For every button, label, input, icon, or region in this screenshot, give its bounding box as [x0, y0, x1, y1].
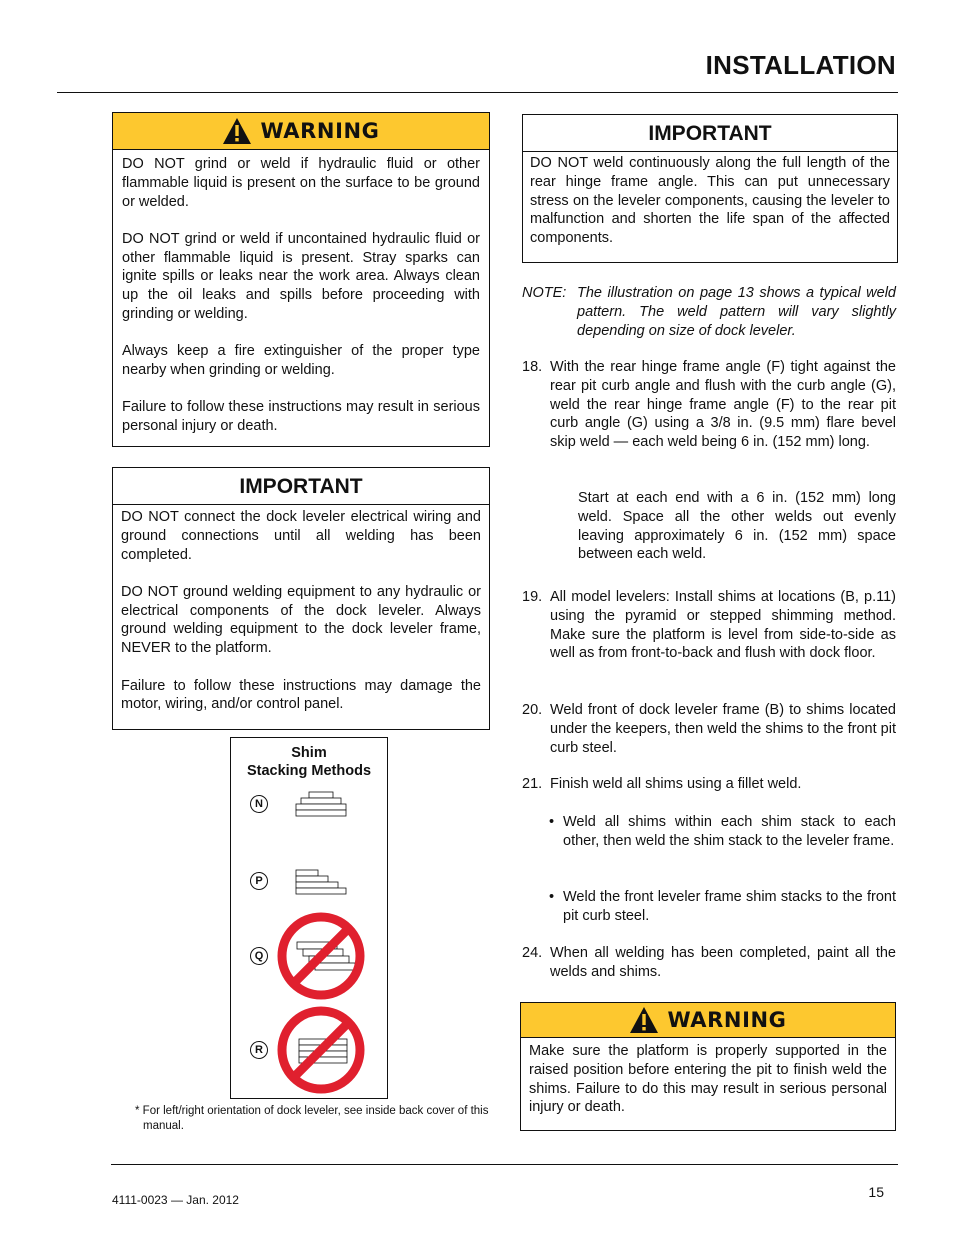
- bullet-icon: •: [549, 814, 555, 830]
- warning-box-1: [112, 112, 490, 447]
- step-18: [522, 358, 896, 452]
- shim-stack-pyramid: [293, 790, 349, 820]
- bullet-item: [549, 813, 896, 851]
- note: [522, 284, 896, 340]
- note-label: NOTE:: [522, 285, 567, 301]
- warning-triangle-icon: [629, 1006, 659, 1034]
- figure-footnote: * For left/right orientation of dock leveler, see inside back cover of this manual.: [135, 1105, 489, 1132]
- shim-stack-stepped: [293, 866, 349, 896]
- label-p: P: [250, 872, 268, 890]
- step-20: [522, 701, 896, 757]
- step-number: 19.: [522, 589, 543, 605]
- important-heading: IMPORTANT: [523, 115, 897, 152]
- footer-rule: [111, 1164, 898, 1165]
- warning-paragraph: Failure to follow these instructions may result in serious personal injury or death.: [122, 399, 480, 435]
- important-text: [113, 505, 489, 714]
- header-rule: [57, 92, 898, 93]
- important-heading: IMPORTANT: [113, 468, 489, 505]
- warning-triangle-icon: [222, 117, 252, 145]
- warning-label: WARNING: [260, 119, 380, 143]
- step-text: Finish weld all shims using a fillet weld.: [550, 776, 802, 792]
- important-paragraph: DO NOT weld continuously along the full length of the rear hinge frame angle. This can put unnecessary stress on the leveler components, causing the leveler to malfunction and shorten the life span of the affected components.: [530, 155, 890, 247]
- warning-paragraph: Make sure the platform is properly supported in the raised position before entering the pit to finish weld the shims. Failure to do this may result in serious personal injury or death.: [529, 1043, 887, 1116]
- label-q: Q: [250, 947, 268, 965]
- bullet-text: Weld all shims within each shim stack to each other, then weld the shim stack to the leveler frame.: [563, 814, 896, 849]
- warning-paragraph: DO NOT grind or weld if uncontained hydraulic fluid or other flammable liquid is present. Stray sparks can ignite spills or leaks near the work area. Always clean up the oil leaks and spills before proceeding with grinding or welding.: [122, 230, 480, 323]
- note-text: The illustration on page 13 shows a typical weld pattern. The weld pattern will vary slightly depending on size of dock leveler.: [577, 285, 896, 339]
- step-number: 24.: [522, 945, 543, 961]
- step-number: 20.: [522, 702, 543, 718]
- step-text: When all welding has been completed, paint all the welds and shims.: [550, 945, 896, 980]
- important-paragraph: Failure to follow these instructions may damage the motor, wiring, and/or control panel.: [121, 677, 481, 713]
- step-text: Start at each end with a 6 in. (152 mm) long weld. Space all the other welds out evenly leaving approximately 6 in. (152 mm) space between each weld.: [578, 490, 896, 563]
- step-text: All model levelers: Install shims at locations (B, p.11) using the pyramid or stepped shimming method. Make sure the platform is level from side-to-side as well as from front-to-back and flush with dock floor.: [550, 589, 896, 662]
- shim-figure: [230, 737, 388, 1099]
- step-text: Weld front of dock leveler frame (B) to shims located under the keepers, then weld the shims to the front pit curb steel.: [550, 702, 896, 756]
- page-number: 15: [868, 1184, 884, 1200]
- step-21: [522, 775, 896, 794]
- warning-banner: [521, 1003, 895, 1038]
- page-title: INSTALLATION: [705, 50, 896, 80]
- warning-paragraph: Always keep a fire extinguisher of the proper type nearby when grinding or welding.: [122, 343, 480, 379]
- important-paragraph: DO NOT ground welding equipment to any hydraulic or electrical components of the dock leveler. Always ground welding equipment to the dock leveler frame, NEVER to the platform.: [121, 583, 481, 657]
- warning-label: WARNING: [667, 1008, 787, 1032]
- step-number: 21.: [522, 776, 543, 792]
- figure-title-line1: Shim: [291, 745, 327, 761]
- step-text: With the rear hinge frame angle (F) tight against the rear pit curb angle and flush with the curb angle (G), weld the rear hinge frame angle (F) to the rear pit curb angle (G) using a 3/8 in. (9.5 mm) flare bevel skip weld — each weld being 6 in. (152 mm) long.: [550, 359, 896, 451]
- warning-box-2: [520, 1002, 896, 1131]
- prohibited-stack-q: [275, 910, 367, 1002]
- bullet-text: Weld the front leveler frame shim stacks to the front pit curb steel.: [563, 889, 896, 924]
- step-number: 18.: [522, 359, 543, 375]
- step-19: [522, 588, 896, 663]
- document-number: 4111-0023 — Jan. 2012: [112, 1193, 239, 1207]
- warning-paragraph: DO NOT grind or weld if hydraulic fluid or other flammable liquid is present on the surface to be ground or welded.: [122, 156, 480, 210]
- bullet-icon: •: [549, 889, 555, 905]
- figure-title-line2: Stacking Methods: [246, 763, 372, 779]
- bullet-item: [549, 888, 896, 926]
- important-paragraph: DO NOT connect the dock leveler electrical wiring and ground connections until all welding has been completed.: [121, 509, 481, 563]
- step-24: [522, 944, 896, 982]
- label-r: R: [250, 1041, 268, 1059]
- warning-text: [113, 150, 489, 436]
- figure-title: [231, 744, 387, 780]
- step-18-continued: [578, 489, 896, 564]
- important-box-1: [112, 467, 490, 730]
- prohibited-stack-r: [275, 1004, 367, 1096]
- important-text: [523, 152, 897, 248]
- warning-text: [521, 1038, 895, 1117]
- warning-banner: [113, 113, 489, 150]
- label-n: N: [250, 795, 268, 813]
- important-box-2: [522, 114, 898, 263]
